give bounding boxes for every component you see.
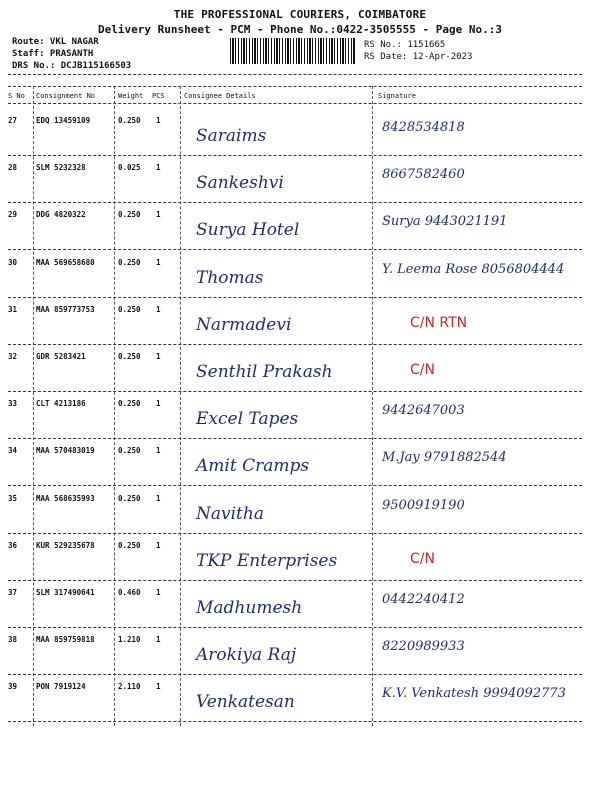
- signature: Y. Leema Rose 8056804444: [382, 262, 565, 277]
- row-sno: 37: [8, 588, 18, 597]
- row-sno: 38: [8, 635, 18, 644]
- runsheet-subtitle: Delivery Runsheet - PCM - Phone No.:0422-3505555 - Page No.:3: [98, 23, 502, 36]
- pcs-value: 1: [156, 399, 161, 408]
- divider: [8, 86, 582, 87]
- col-signature: Signature: [378, 92, 416, 100]
- row-sno: 34: [8, 446, 18, 455]
- pcs-value: 1: [156, 588, 161, 597]
- weight-value: 0.250: [118, 258, 141, 267]
- table-row: [0, 440, 600, 487]
- consignment-no: GDR 5283421: [36, 352, 86, 361]
- weight-value: 0.460: [118, 588, 141, 597]
- consignee-name: Madhumesh: [196, 598, 303, 618]
- consignment-no: SLM 5232328: [36, 163, 86, 172]
- signature: 9500919190: [382, 498, 465, 513]
- consignee-name: Thomas: [196, 268, 264, 288]
- table-row: [0, 535, 600, 582]
- row-sno: 39: [8, 682, 18, 691]
- consignment-no: SLM 317490641: [36, 588, 95, 597]
- cn-mark: C/N: [410, 551, 435, 567]
- weight-value: 0.250: [118, 116, 141, 125]
- rs-date: RS Date: 12-Apr-2023: [364, 52, 473, 62]
- table-row: [0, 488, 600, 535]
- consignee-name: Narmadevi: [196, 315, 292, 335]
- signature: 8220989933: [382, 639, 465, 654]
- table-row: [0, 204, 600, 251]
- consignee-name: Navitha: [196, 504, 264, 524]
- consignment-no: CLT 4213186: [36, 399, 86, 408]
- company-title: THE PROFESSIONAL COURIERS, COIMBATORE: [173, 8, 427, 21]
- weight-value: 0.250: [118, 210, 141, 219]
- consignee-name: Venkatesan: [196, 692, 295, 712]
- row-sno: 35: [8, 494, 18, 503]
- consignment-no: KUR 529235678: [36, 541, 95, 550]
- rs-number: RS No.: 1151665: [364, 40, 446, 50]
- pcs-value: 1: [156, 682, 161, 691]
- weight-value: 2.110: [118, 682, 141, 691]
- staff-label: Staff: PRASANTH: [12, 49, 94, 59]
- weight-value: 0.250: [118, 399, 141, 408]
- weight-value: 0.250: [118, 446, 141, 455]
- table-row: [0, 393, 600, 440]
- divider: [8, 249, 582, 250]
- row-sno: 36: [8, 541, 18, 550]
- weight-value: 0.250: [118, 541, 141, 550]
- divider: [8, 485, 582, 486]
- table-row: [0, 346, 600, 393]
- table-row: [0, 629, 600, 676]
- row-sno: 33: [8, 399, 18, 408]
- divider: [8, 74, 582, 75]
- consignee-name: Surya Hotel: [196, 220, 300, 240]
- consignment-no: EDQ 13459109: [36, 116, 91, 125]
- weight-value: 0.250: [118, 305, 141, 314]
- consignee-name: Excel Tapes: [196, 409, 299, 429]
- signature: 0442240412: [382, 592, 465, 607]
- weight-value: 0.250: [118, 494, 141, 503]
- cn-mark: C/N: [410, 362, 435, 378]
- col-consignment: Consignment No: [36, 92, 96, 100]
- pcs-value: 1: [156, 494, 161, 503]
- pcs-value: 1: [156, 446, 161, 455]
- consignee-name: Amit Cramps: [196, 456, 310, 476]
- table-row: [0, 157, 600, 204]
- pcs-value: 1: [156, 305, 161, 314]
- consignee-name: Sankeshvi: [196, 173, 284, 193]
- weight-value: 0.250: [118, 352, 141, 361]
- signature: K.V. Venkatesh 9994092773: [382, 686, 566, 701]
- table-row: [0, 676, 600, 723]
- signature: Surya 9443021191: [382, 214, 508, 229]
- col-sno: S No: [8, 92, 25, 100]
- cn-mark: C/N RTN: [410, 315, 468, 331]
- row-sno: 31: [8, 305, 18, 314]
- consignment-no: MAA 568635993: [36, 494, 95, 503]
- consignment-no: MAA 569658680: [36, 258, 95, 267]
- row-sno: 32: [8, 352, 18, 361]
- pcs-value: 1: [156, 635, 161, 644]
- divider: [8, 103, 582, 104]
- weight-value: 0.025: [118, 163, 141, 172]
- consignment-no: MAA 859759818: [36, 635, 95, 644]
- row-sno: 28: [8, 163, 18, 172]
- signature: 8667582460: [382, 167, 465, 182]
- pcs-value: 1: [156, 352, 161, 361]
- col-consignee: Consignee Details: [184, 92, 256, 100]
- consignee-name: Arokiya Raj: [196, 645, 297, 665]
- table-row: [0, 252, 600, 299]
- row-sno: 29: [8, 210, 18, 219]
- table-row: [0, 582, 600, 629]
- route-label: Route: VKL NAGAR: [12, 37, 99, 47]
- table-row: [0, 110, 600, 157]
- consignment-no: PON 7919124: [36, 682, 86, 691]
- table-row: [0, 299, 600, 346]
- consignee-name: Saraims: [196, 126, 267, 146]
- pcs-value: 1: [156, 258, 161, 267]
- weight-value: 1.210: [118, 635, 141, 644]
- row-sno: 27: [8, 116, 18, 125]
- barcode: [230, 38, 356, 64]
- consignment-no: DDG 4820322: [36, 210, 86, 219]
- pcs-value: 1: [156, 541, 161, 550]
- pcs-value: 1: [156, 210, 161, 219]
- drs-number: DRS No.: DCJB115166503: [12, 61, 132, 71]
- consignee-name: Senthil Prakash: [196, 362, 333, 382]
- signature: 9442647003: [382, 403, 465, 418]
- signature: M.Jay 9791882544: [382, 450, 507, 465]
- col-weight: Weight: [118, 92, 144, 100]
- row-sno: 30: [8, 258, 18, 267]
- consignment-no: MAA 570483019: [36, 446, 95, 455]
- divider: [8, 721, 582, 722]
- col-pcs: PCS: [152, 92, 165, 100]
- pcs-value: 1: [156, 116, 161, 125]
- consignee-name: TKP Enterprises: [196, 551, 338, 571]
- pcs-value: 1: [156, 163, 161, 172]
- signature: 8428534818: [382, 120, 465, 135]
- consignment-no: MAA 859773753: [36, 305, 95, 314]
